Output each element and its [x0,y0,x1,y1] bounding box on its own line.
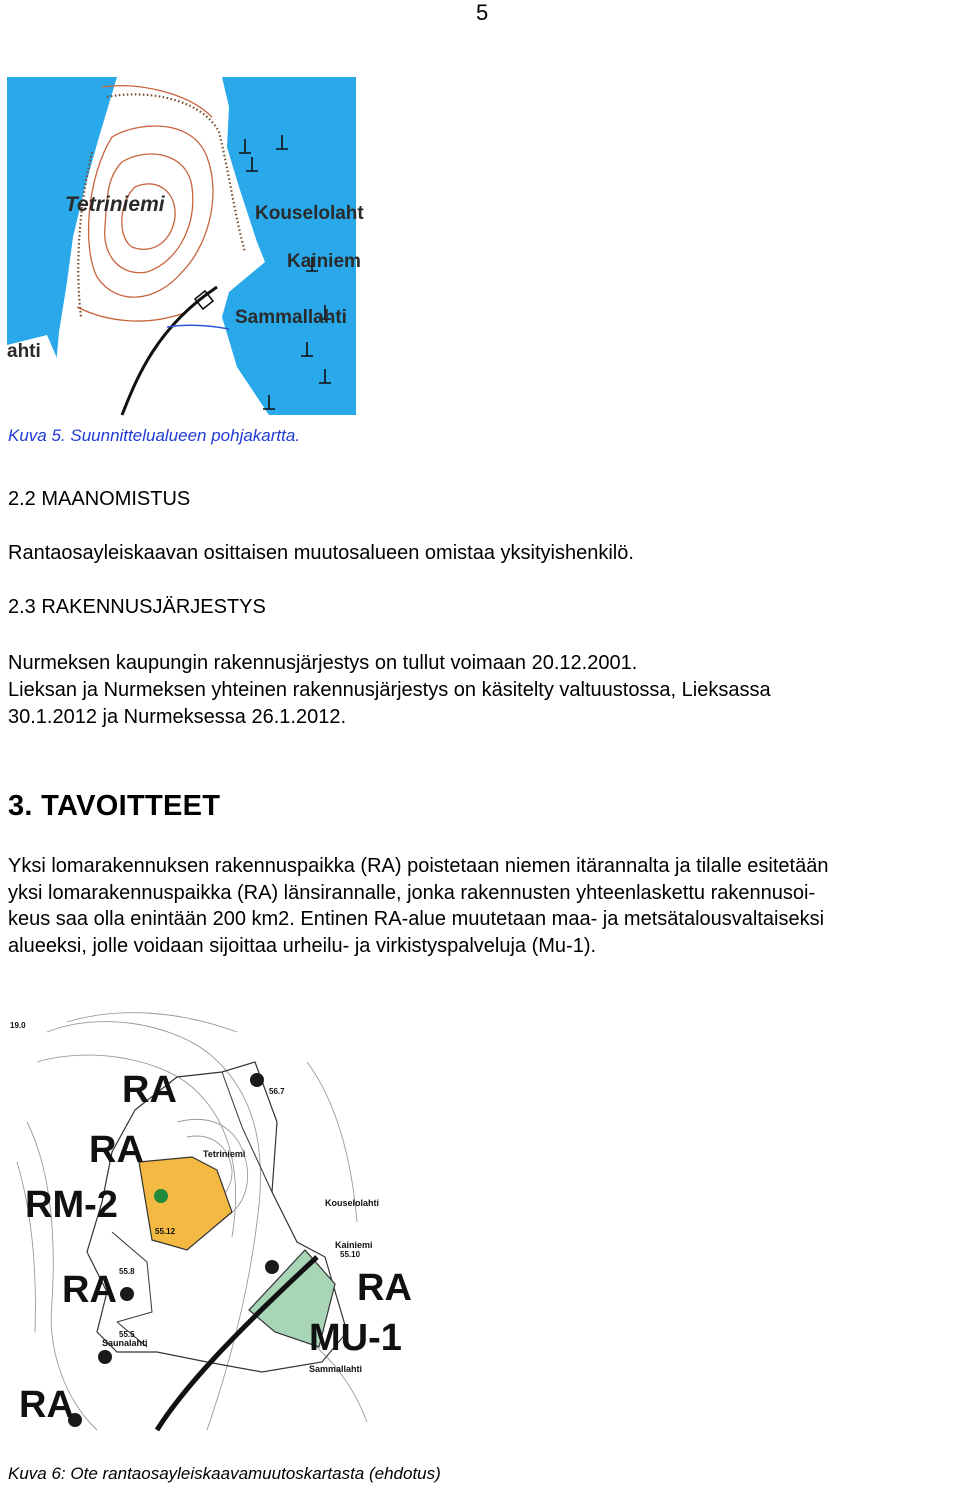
map1-label-kainiemi: Kainiem [287,251,361,272]
place-label-sammallahti: Sammallahti [309,1364,363,1374]
building-marker [120,1287,134,1301]
zone-label-mu1: MU-1 [309,1317,402,1359]
figure-6-caption: Kuva 6: Ote rantaosayleiskaavamuutoskartasta (ehdotus) [8,1464,441,1483]
map1-label-kouselolahti: Kouselolaht [255,203,364,224]
map1-label-sammallahti: Sammallahti [235,307,347,328]
map1-label-lahti: ahti [7,341,41,362]
base-map [7,77,364,415]
section-2-3-paragraph [8,650,953,731]
building-marker [250,1073,264,1087]
place-label-kainiemi: Kainiemi [335,1240,373,1250]
elevation-label: 55.12 [155,1227,176,1236]
section-2-2-heading: 2.2 MAANOMISTUS [8,488,191,510]
zone-label-ra: RA [62,1269,117,1311]
rm2-building-marker [154,1189,168,1203]
paragraph-line: Yksi lomarakennuksen rakennuspaikka (RA) poistetaan niemen itärannalta ja tilalle esitetään [8,855,829,877]
paragraph-line: yksi lomarakennuspaikka (RA) länsirannalle, jonka rakennusten yhteenlaskettu rakennusoi- [8,881,816,904]
elevation-label: 19.0 [10,1021,26,1030]
zoning-map [7,1002,412,1430]
section-2-2-text: Rantaosayleiskaavan osittaisen muutosalueen omistaa yksityishenkilö. [8,542,634,564]
page-number: 5 [476,0,489,25]
paragraph-line: Nurmeksen kaupungin rakennusjärjestys on tullut voimaan 20.12.2001. [8,652,638,674]
map1-label-tetriniemi: Tetriniemi [65,193,165,216]
building-marker [265,1260,279,1274]
paragraph-line: 30.1.2012 ja Nurmeksessa 26.1.2012. [8,706,346,728]
section-3-paragraph [8,853,958,959]
zone-label-ra: RA [19,1384,74,1426]
paragraph-line: keus saa olla enintään 200 km2. Entinen RA-alue muutetaan maa- ja metsätalousvaltaiseksi [8,908,825,930]
place-label-tetriniemi: Tetriniemi [203,1149,246,1159]
building-marker [98,1350,112,1364]
place-label-kouselolahti: Kouselolahti [325,1198,380,1208]
elevation-label: 56.7 [269,1087,285,1096]
paragraph-line: Lieksan ja Nurmeksen yhteinen rakennusjärjestys on käsitelty valtuustossa, Lieksassa [8,679,771,701]
paragraph-line: alueeksi, jolle voidaan sijoittaa urheilu- ja virkistyspalveluja (Mu-1). [8,934,597,957]
zone-label-ra: RA [122,1069,177,1111]
zone-label-ra: RA [357,1267,412,1309]
place-label-saunalahti: Saunalahti [102,1338,148,1348]
zone-label-rm2: RM-2 [25,1184,118,1226]
figure-5-caption: Kuva 5. Suunnittelualueen pohjakartta. [8,426,301,445]
elevation-label: 55.10 [340,1250,361,1259]
section-2-3-heading: 2.3 RAKENNUSJÄRJESTYS [8,596,266,618]
elevation-label: 55.5 [119,1330,135,1339]
section-3-heading: 3. TAVOITTEET [8,790,221,822]
zone-label-ra: RA [89,1129,144,1171]
elevation-label: 55.8 [119,1267,135,1276]
